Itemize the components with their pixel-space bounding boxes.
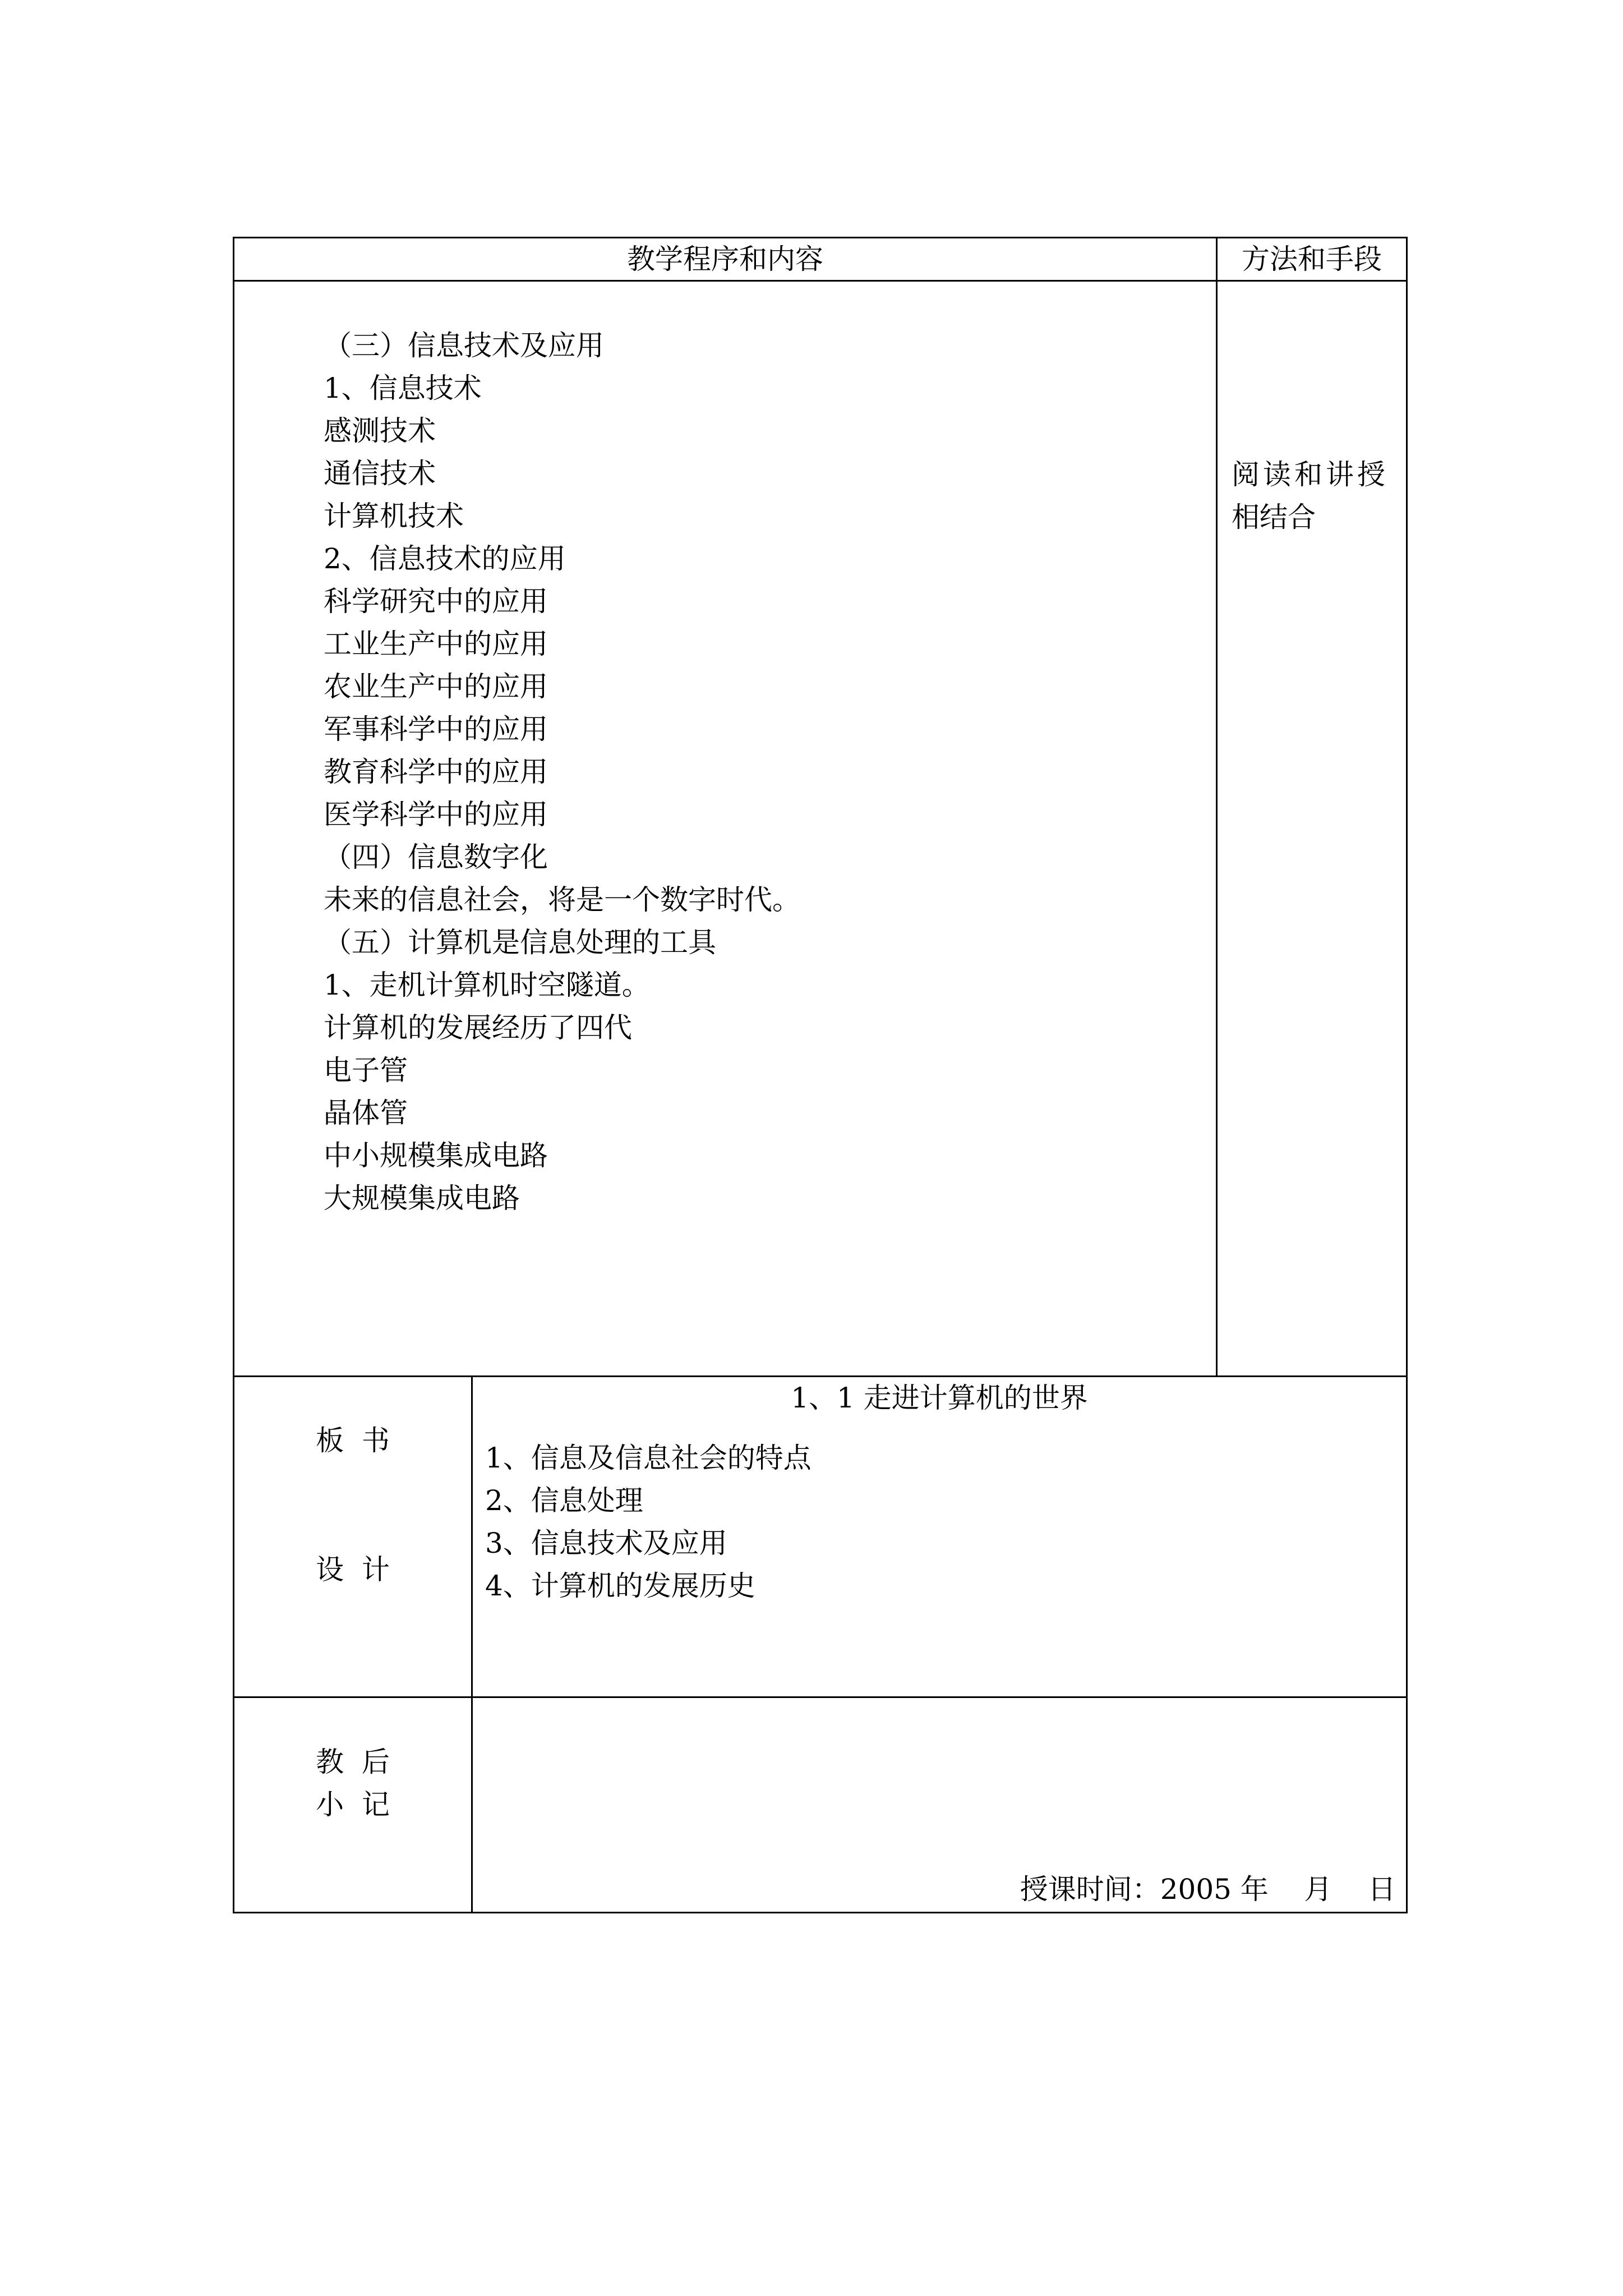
board-title: 1、1 走进计算机的世界 — [791, 1382, 1088, 1414]
content-line: （三）信息技术及应用 — [324, 329, 604, 362]
board-items — [485, 1437, 811, 1607]
content-column-header: 教学程序和内容 — [627, 243, 823, 275]
content-line: 1、信息技术 — [324, 372, 482, 404]
content-line: 中小规模集成电路 — [324, 1139, 548, 1172]
board-item: 2、信息处理 — [485, 1484, 643, 1517]
content-line: （五）计算机是信息处理的工具 — [324, 926, 716, 959]
board-bottom-border — [233, 1696, 1408, 1698]
board-label-1: 板 书 — [316, 1424, 390, 1457]
board-item: 3、信息技术及应用 — [485, 1527, 727, 1559]
content-line: 工业生产中的应用 — [324, 628, 548, 660]
content-line: （四）信息数字化 — [324, 841, 548, 873]
content-line: 计算机的发展经历了四代 — [324, 1011, 632, 1044]
teaching-content — [324, 324, 800, 1220]
content-line: 教育科学中的应用 — [324, 756, 548, 788]
board-item: 1、信息及信息社会的特点 — [485, 1442, 811, 1474]
notes-label-2: 小 记 — [316, 1788, 390, 1821]
content-line: 科学研究中的应用 — [324, 585, 548, 618]
table-left-border — [233, 237, 234, 1913]
content-line: 通信技术 — [324, 457, 436, 490]
content-line: 晶体管 — [324, 1097, 408, 1129]
content-line: 大规模集成电路 — [324, 1182, 520, 1214]
content-line: 电子管 — [324, 1054, 408, 1087]
table-right-border — [1406, 237, 1408, 1913]
content-line: 2、信息技术的应用 — [324, 542, 566, 575]
board-label-2: 设 计 — [316, 1553, 390, 1586]
lesson-date: 授课时间：2005 年 月 日 — [1020, 1873, 1396, 1906]
content-line: 1、走机计算机时空隧道。 — [324, 969, 650, 1001]
content-line: 未来的信息社会，将是一个数字时代。 — [324, 884, 800, 916]
method-text-line-2: 相结合 — [1232, 501, 1316, 533]
method-text-line-1: 阅读和讲授 — [1232, 458, 1389, 491]
content-line: 计算机技术 — [324, 500, 464, 532]
content-line: 农业生产中的应用 — [324, 670, 548, 703]
method-column-header: 方法和手段 — [1242, 243, 1382, 275]
content-line: 医学科学中的应用 — [324, 798, 548, 831]
table-bottom-border — [233, 1912, 1408, 1913]
board-item: 4、计算机的发展历史 — [485, 1570, 755, 1602]
content-line: 感测技术 — [324, 415, 436, 447]
content-line: 军事科学中的应用 — [324, 713, 548, 746]
notes-label-1: 教 后 — [316, 1746, 390, 1778]
method-column-divider — [1216, 237, 1218, 1377]
label-column-divider — [471, 1375, 473, 1913]
